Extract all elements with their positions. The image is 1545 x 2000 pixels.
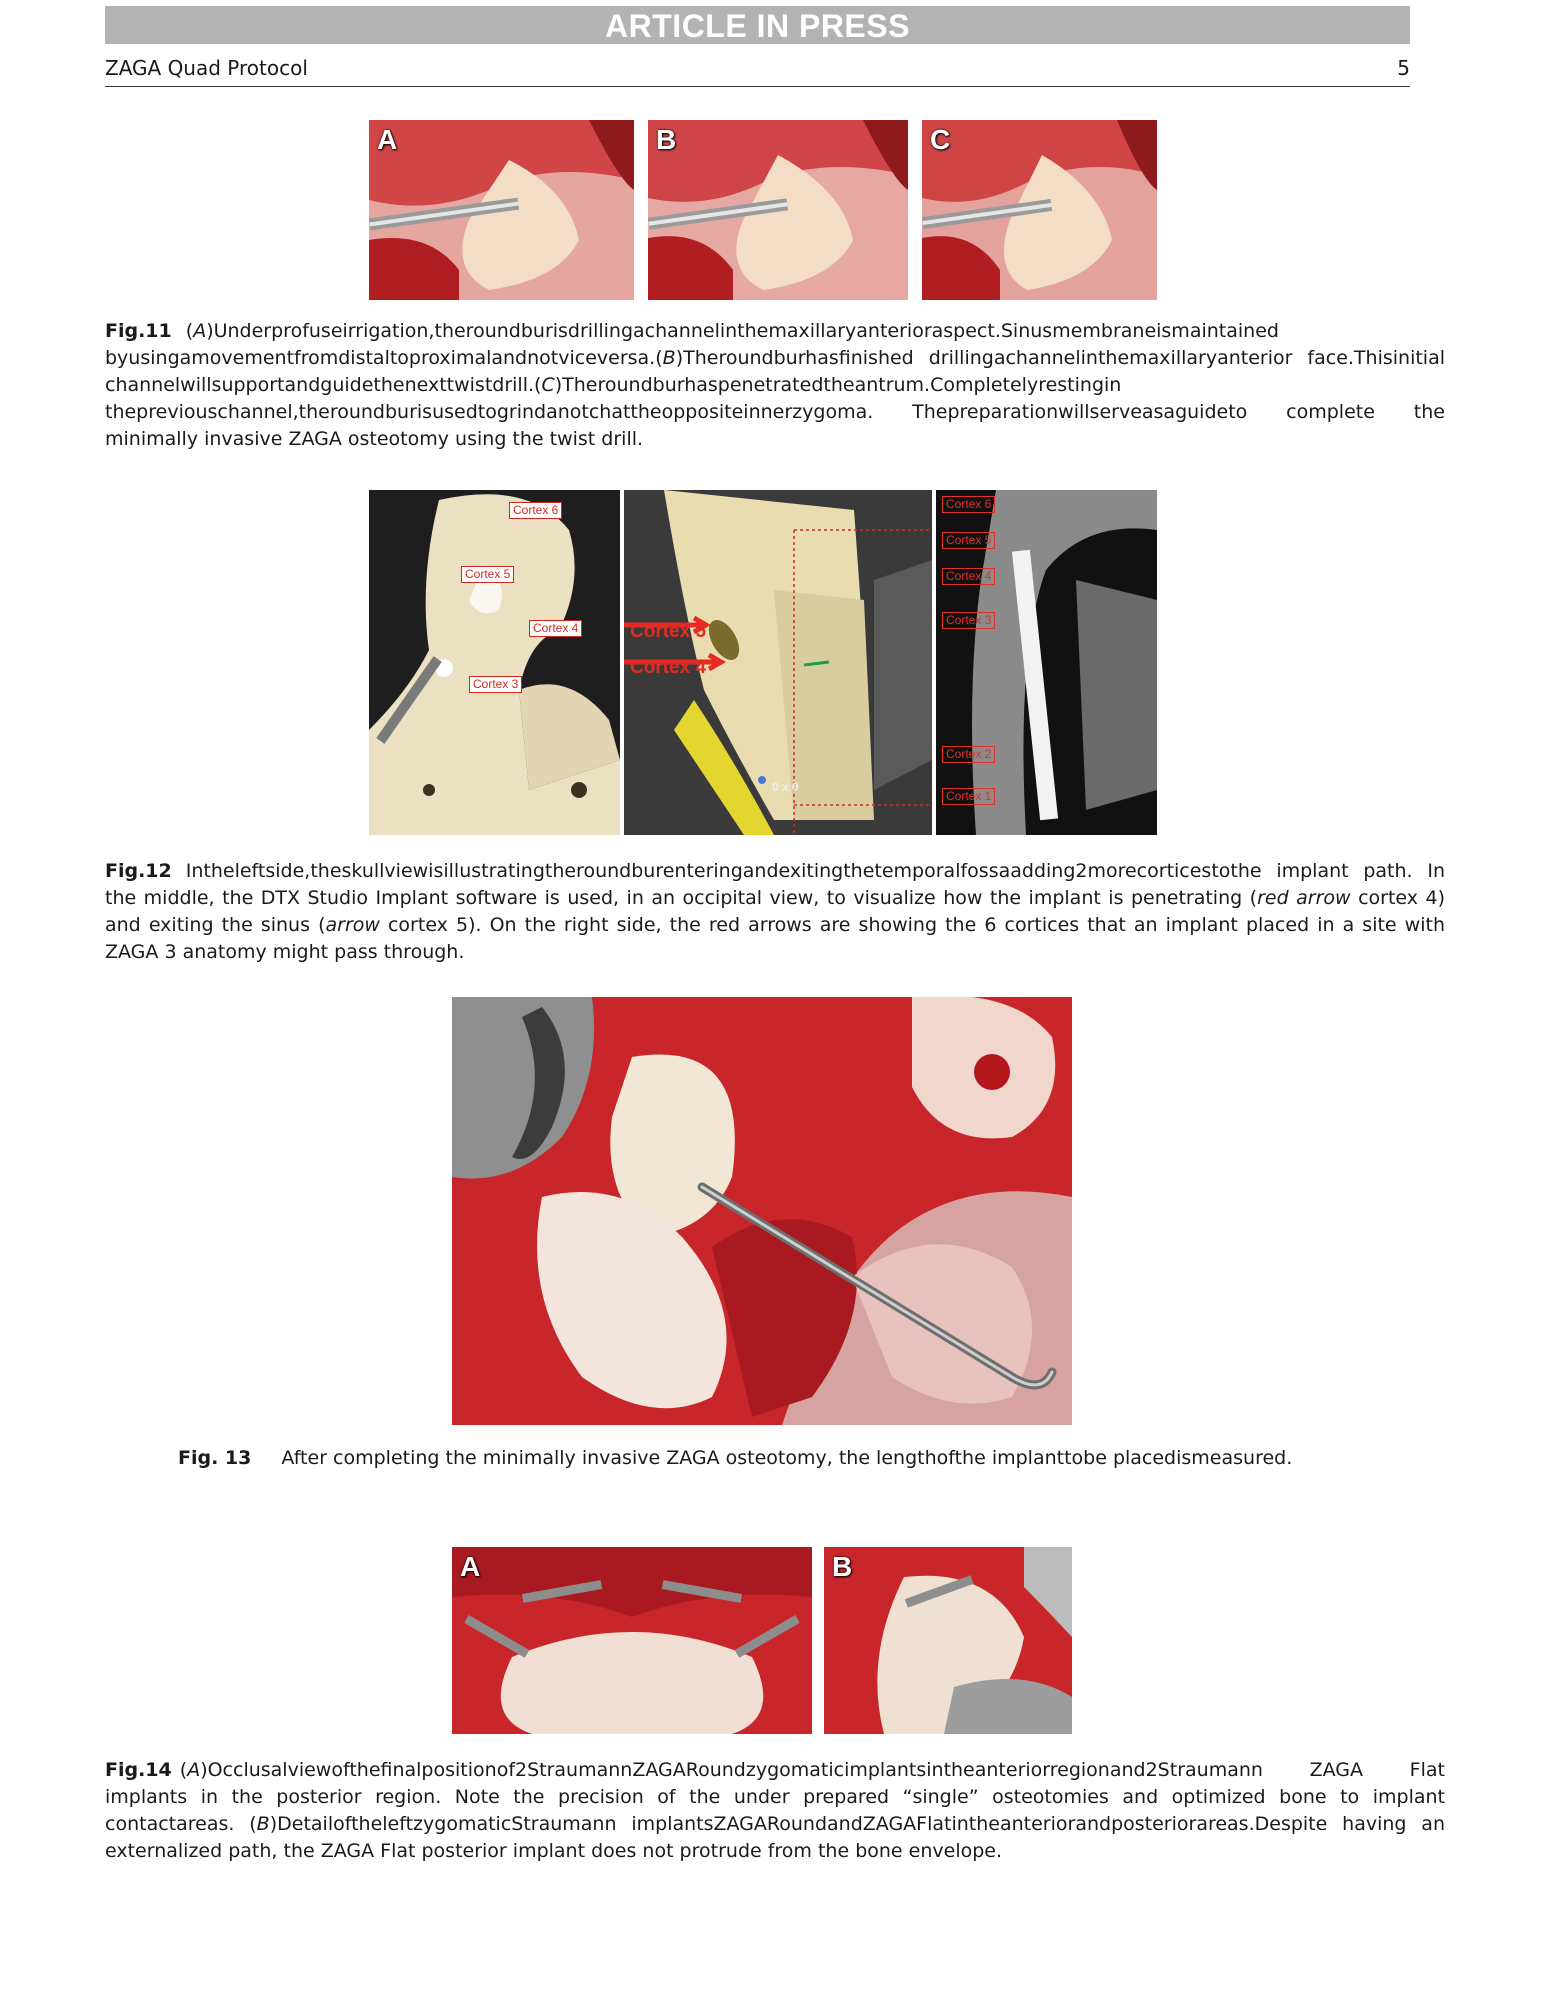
fig12-middle-scale-label: 0 x 0 — [772, 780, 799, 794]
fig14-panel-label-b: B — [832, 1551, 853, 1582]
caption-run: A — [193, 320, 207, 342]
fig11-panel-label-b: B — [656, 124, 677, 155]
caption-run: Intheleftside,theskullviewisillustratingtheroundburenteringandexitingthetemporalfossaadding2morecorticestothe implant path. In the middle, the DTX Studio Implant software is used, in an occipital view, to visualize how the implant is penetrating ( — [105, 860, 1445, 909]
fig12-skull-view — [369, 490, 620, 835]
fig14-caption — [105, 1757, 1445, 1865]
caption-run: ( — [185, 320, 194, 342]
fig12-dtx-studio-view — [624, 490, 932, 835]
fig13-measurement-photo — [452, 997, 1072, 1425]
journal-short-title: ZAGA Quad Protocol — [105, 56, 308, 80]
caption-run: cortex 4) and exiting the sinus ( — [105, 887, 1446, 936]
page-number: 5 — [1397, 56, 1410, 80]
caption-run: B — [662, 347, 676, 369]
fig11-label: Fig.11 — [105, 320, 172, 342]
fig13-caption-text — [281, 1447, 1292, 1469]
fig12-ct-scan-view — [936, 490, 1157, 835]
caption-run: red arrow — [1257, 887, 1351, 909]
fig14-occlusal-photo-a — [452, 1547, 812, 1734]
caption-run: cortex 5). On the right side, the red arrows are showing the 6 cortices that an implant placed in a site with ZAGA 3 anatomy might pass through. — [105, 914, 1445, 963]
fig14-detail-photo-b — [824, 1547, 1072, 1734]
fig12-right-label-cortex6: Cortex 6 — [942, 496, 995, 513]
caption-run: )DetailoftheleftzygomaticStraumann implantsZAGARoundandZAGAFlatintheanteriorandposteriorareas.Despite having an externalized path, the ZAGA Flat posterior implant does not protrude from the bone envelope. — [105, 1813, 1445, 1862]
caption-run: After completing the minimally invasive ZAGA osteotomy, the lengthofthe implanttobe placedismeasured. — [281, 1447, 1293, 1469]
caption-run: C — [541, 374, 555, 396]
fig11-photo-a — [369, 120, 634, 300]
fig12-right-label-cortex3: Cortex 3 — [942, 612, 995, 629]
fig12-middle-label-cortex5: Cortex 5 — [630, 621, 707, 642]
fig12-left-label-cortex3: Cortex 3 — [469, 676, 522, 693]
fig12-caption-text — [105, 860, 1445, 963]
caption-run: )Occlusalviewofthefinalpositionof2StraumannZAGARoundzygomaticimplantsintheanteriorregionand2Straumann ZAGA Flat implants in the posterior region. Note the precision of the under prepared “single” osteotomies and optimized bone to implant contactareas. ( — [105, 1759, 1445, 1835]
caption-run: )Underprofuseirrigation,theroundburisdrillingachannelinthemaxillaryanterioraspect.Sinusmembraneismaintained byusingamovementfromdistaltoproximalandnotviceversa.( — [105, 320, 1279, 369]
fig14-caption-text — [105, 1759, 1445, 1862]
fig12-left-label-cortex6: Cortex 6 — [509, 502, 562, 519]
fig12-right-label-cortex1: Cortex 1 — [942, 788, 995, 805]
caption-run: B — [256, 1813, 270, 1835]
article-in-press-banner: ARTICLE IN PRESS — [105, 6, 1410, 44]
fig12-right-label-cortex5: Cortex 5 — [942, 532, 995, 549]
fig11-panel-label-c: C — [930, 124, 951, 155]
caption-run: A — [187, 1759, 201, 1781]
fig11-panel-label-a: A — [377, 124, 398, 155]
fig11-caption — [105, 318, 1445, 453]
fig12-right-label-cortex4: Cortex 4 — [942, 568, 995, 585]
fig14-panel-label-a: A — [460, 1551, 481, 1582]
caption-run: )Theroundburhasfinished drillingachannelinthemaxillaryanterior face.Thisinitial channelwillsupportandguidethenexttwistdrill.( — [105, 347, 1445, 396]
fig14-label: Fig.14 — [105, 1759, 172, 1781]
fig12-caption — [105, 858, 1445, 966]
caption-run: arrow — [325, 914, 380, 936]
fig11-photo-b — [648, 120, 908, 300]
fig12-left-label-cortex4: Cortex 4 — [529, 620, 582, 637]
fig12-label: Fig.12 — [105, 860, 172, 882]
fig13-label: Fig. 13 — [178, 1447, 252, 1469]
fig12-right-label-cortex2: Cortex 2 — [942, 746, 995, 763]
fig11-caption-text — [105, 320, 1445, 450]
fig11-photo-c — [922, 120, 1157, 300]
fig12-middle-label-cortex4: Cortex 4 — [630, 657, 707, 678]
caption-run: )Theroundburhaspenetratedtheantrum.Completelyrestingin thepreviouschannel,theroundburisusedtogrindanotchattheoppositeinnerzygoma. Thepreparationwillserveasaguideto complete the minimally invasive ZAGA osteotomy using the twist drill. — [105, 374, 1445, 450]
caption-run: ( — [179, 1759, 188, 1781]
fig12-left-label-cortex5: Cortex 5 — [461, 566, 514, 583]
fig13-caption — [178, 1445, 1428, 1472]
running-head — [105, 54, 1410, 87]
